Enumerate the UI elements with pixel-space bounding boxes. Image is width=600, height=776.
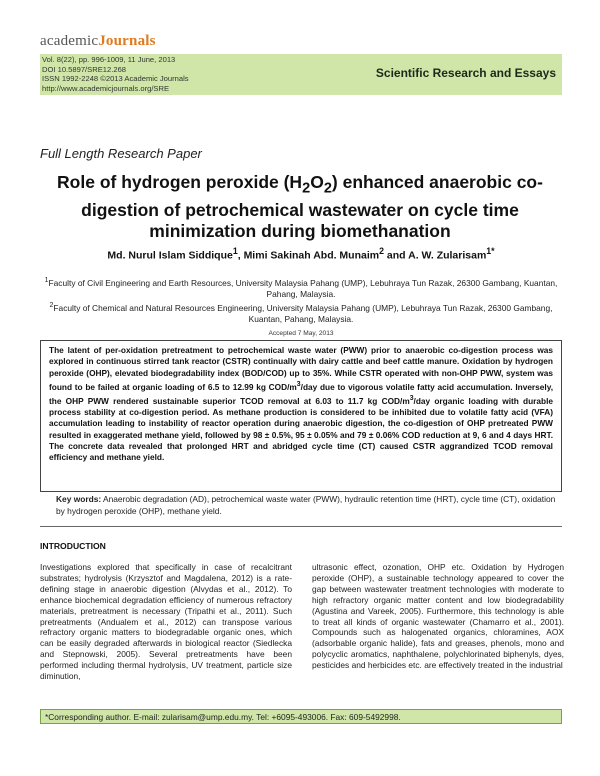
body-column-left: Investigations explored that specifically in case of recalcitrant substrates; hydrolysis (Krzysztof and Magdalena, 2012) is a rate-defining stage in anaerobic digestion (Alvydas et al., 2012). To enhance biochemical degradation efficiency of numerous refractory materials, pretreatment is necessary (Tripathi et al., 2011). Such pretreatments (Andualem et al., 2012) can transpose various refractory organic matters to biodegradable organic ones, which can be easily degraded afterwards in biological reactor (Siedlecka and Stepnowski, 2005). Several pretreatments have been performed including thermal hydrolysis, UV treatment, particle size diminution, bbox=[40, 562, 292, 682]
affiliation-text: Faculty of Chemical and Natural Resources Engineering, University Malaysia Pahang (UMP), Lebuhraya Tun Razak, 26300 Gambang, Kuantan, Pahang, Malaysia. bbox=[53, 302, 553, 324]
abstract-text: /day due to vigorous volatile fatty acid accumulation. Inversely, the OHP PWW rendered sustainable superior TCOD removal at 6.03 to 11.7 kg COD/m bbox=[49, 381, 553, 406]
citation-volume: Vol. 8(22), pp. 996-1009, 11 June, 2013 bbox=[42, 55, 176, 64]
affiliation-text: Faculty of Civil Engineering and Earth Resources, University Malaysia Pahang (UMP), Lebuhraya Tun Razak, 26300 Gambang, Kuantan, Pahang, Malaysia. bbox=[48, 277, 558, 299]
title-subscript: 2 bbox=[323, 180, 332, 197]
author-name: Mimi Sakinah Abd. Munaim bbox=[243, 249, 380, 262]
title-part: ) enhanced anaerobic co-digestion of petrochemical wastewater on cycle time minimization during biomethanation bbox=[81, 172, 543, 241]
publisher-logo bbox=[40, 33, 156, 50]
corresponding-author-note: *Corresponding author. E-mail: zularisam@ump.edu.my. Tel: +6095-493006. Fax: 609-5492998. bbox=[40, 709, 562, 724]
author-affiliation-mark: 1 bbox=[232, 246, 238, 256]
author-separator: and bbox=[383, 249, 409, 262]
author-affiliation-mark: 1* bbox=[486, 246, 495, 256]
keywords-label: Key words: bbox=[56, 494, 102, 504]
author-separator: , bbox=[237, 249, 244, 262]
affiliation-1 bbox=[40, 275, 562, 300]
paper-title bbox=[50, 172, 550, 242]
author-affiliation-mark: 2 bbox=[379, 246, 384, 256]
abstract-superscript: 3 bbox=[409, 394, 414, 402]
citation-url[interactable]: http://www.academicjournals.org/SRE bbox=[42, 83, 170, 93]
keywords-text: Anaerobic degradation (AD), petrochemical waste water (PWW), hydraulic retention time (HRT), cycle time (CT), oxidation by hydrogen peroxide (OHP), methane yield. bbox=[56, 494, 556, 516]
author-name: A. W. Zularisam bbox=[408, 249, 487, 262]
affiliation-mark: 1 bbox=[44, 277, 49, 284]
citation-block bbox=[40, 55, 189, 93]
section-heading-introduction: INTRODUCTION bbox=[40, 541, 106, 551]
logo-prefix: academic bbox=[40, 33, 99, 49]
affiliation-mark: 2 bbox=[49, 302, 54, 309]
abstract-text: The latent of per-oxidation pretreatment to petrochemical waste water (PWW) prior to anaerobic co-digestion process was explored in continuous stirred tank reactor (CSTR) continually with dairy cattle and beef cattle manure. Oxidation by hydrogen peroxide (OHP), elevated biodegradability index (BOD/COD) up to 35%. While CSTR operated with non-OHP PWW, system was found to be failed at organic loading of 6.5 to 12.99 kg COD/m bbox=[49, 345, 553, 392]
title-part: Role of hydrogen peroxide (H bbox=[57, 172, 303, 192]
citation-issn: ISSN 1992-2248 ©2013 Academic Journals bbox=[42, 74, 189, 84]
journal-name: Scientific Research and Essays bbox=[375, 66, 556, 80]
abstract-box bbox=[40, 340, 562, 492]
paper-type: Full Length Research Paper bbox=[40, 146, 202, 161]
author-name: Md. Nurul Islam Siddique bbox=[107, 249, 233, 262]
author-list bbox=[40, 246, 562, 262]
body-column-right: ultrasonic effect, ozonation, OHP etc. Oxidation by Hydrogen peroxide (OHP), a sustainable technology appeared to cover the gap between wastewater treatment technologies with moderate to high refractory organic matter content and low biodegradability (Agustina and Vareek, 2005). Furthermore, this technology is able to treat all kinds of organic wastewater (Chamarro et al., 2001). Compounds such as halogenated organics, chloramines, AOX (adsorbable organic halide), fats and greases, phenols, mono and polycyclic aromatics, naphthalene, polychlorinated biphenyls, dyes, pesticides and herbicides etc. are effectively treated in the industrial bbox=[312, 562, 564, 671]
title-subscript: 2 bbox=[302, 180, 311, 197]
accepted-date: Accepted 7 May, 2013 bbox=[268, 330, 334, 337]
affiliation-2 bbox=[40, 300, 562, 325]
journal-header-band bbox=[40, 54, 562, 95]
logo-suffix: Journals bbox=[98, 33, 156, 49]
abstract-text: /day organic loading with durable process stability at co-digestion period. As methane production is considered to be inhibited due to volatile fatty acid (VFA) accumulation leading to instability of reactor operation during anaerobic digestion, the co-digestion of OHP pretreated PWW resulted in exaggerated methane yield, followed by 98 ± 0.5%, 95 ± 0.05% and 79 ± 0.06% COD reduction at 9, 6 and 4 days HRT. The concrete data revealed that prolonged HRT and abridged cycle time (CT) caused CSTR aggrandized TCOD removal efficiency and methane yield. bbox=[49, 395, 553, 463]
title-part: O bbox=[310, 172, 324, 192]
abstract-superscript: 3 bbox=[296, 380, 301, 388]
citation-doi: DOI 10.5897/SRE12.268 bbox=[42, 64, 127, 74]
keywords bbox=[56, 494, 556, 517]
section-divider bbox=[40, 526, 562, 527]
